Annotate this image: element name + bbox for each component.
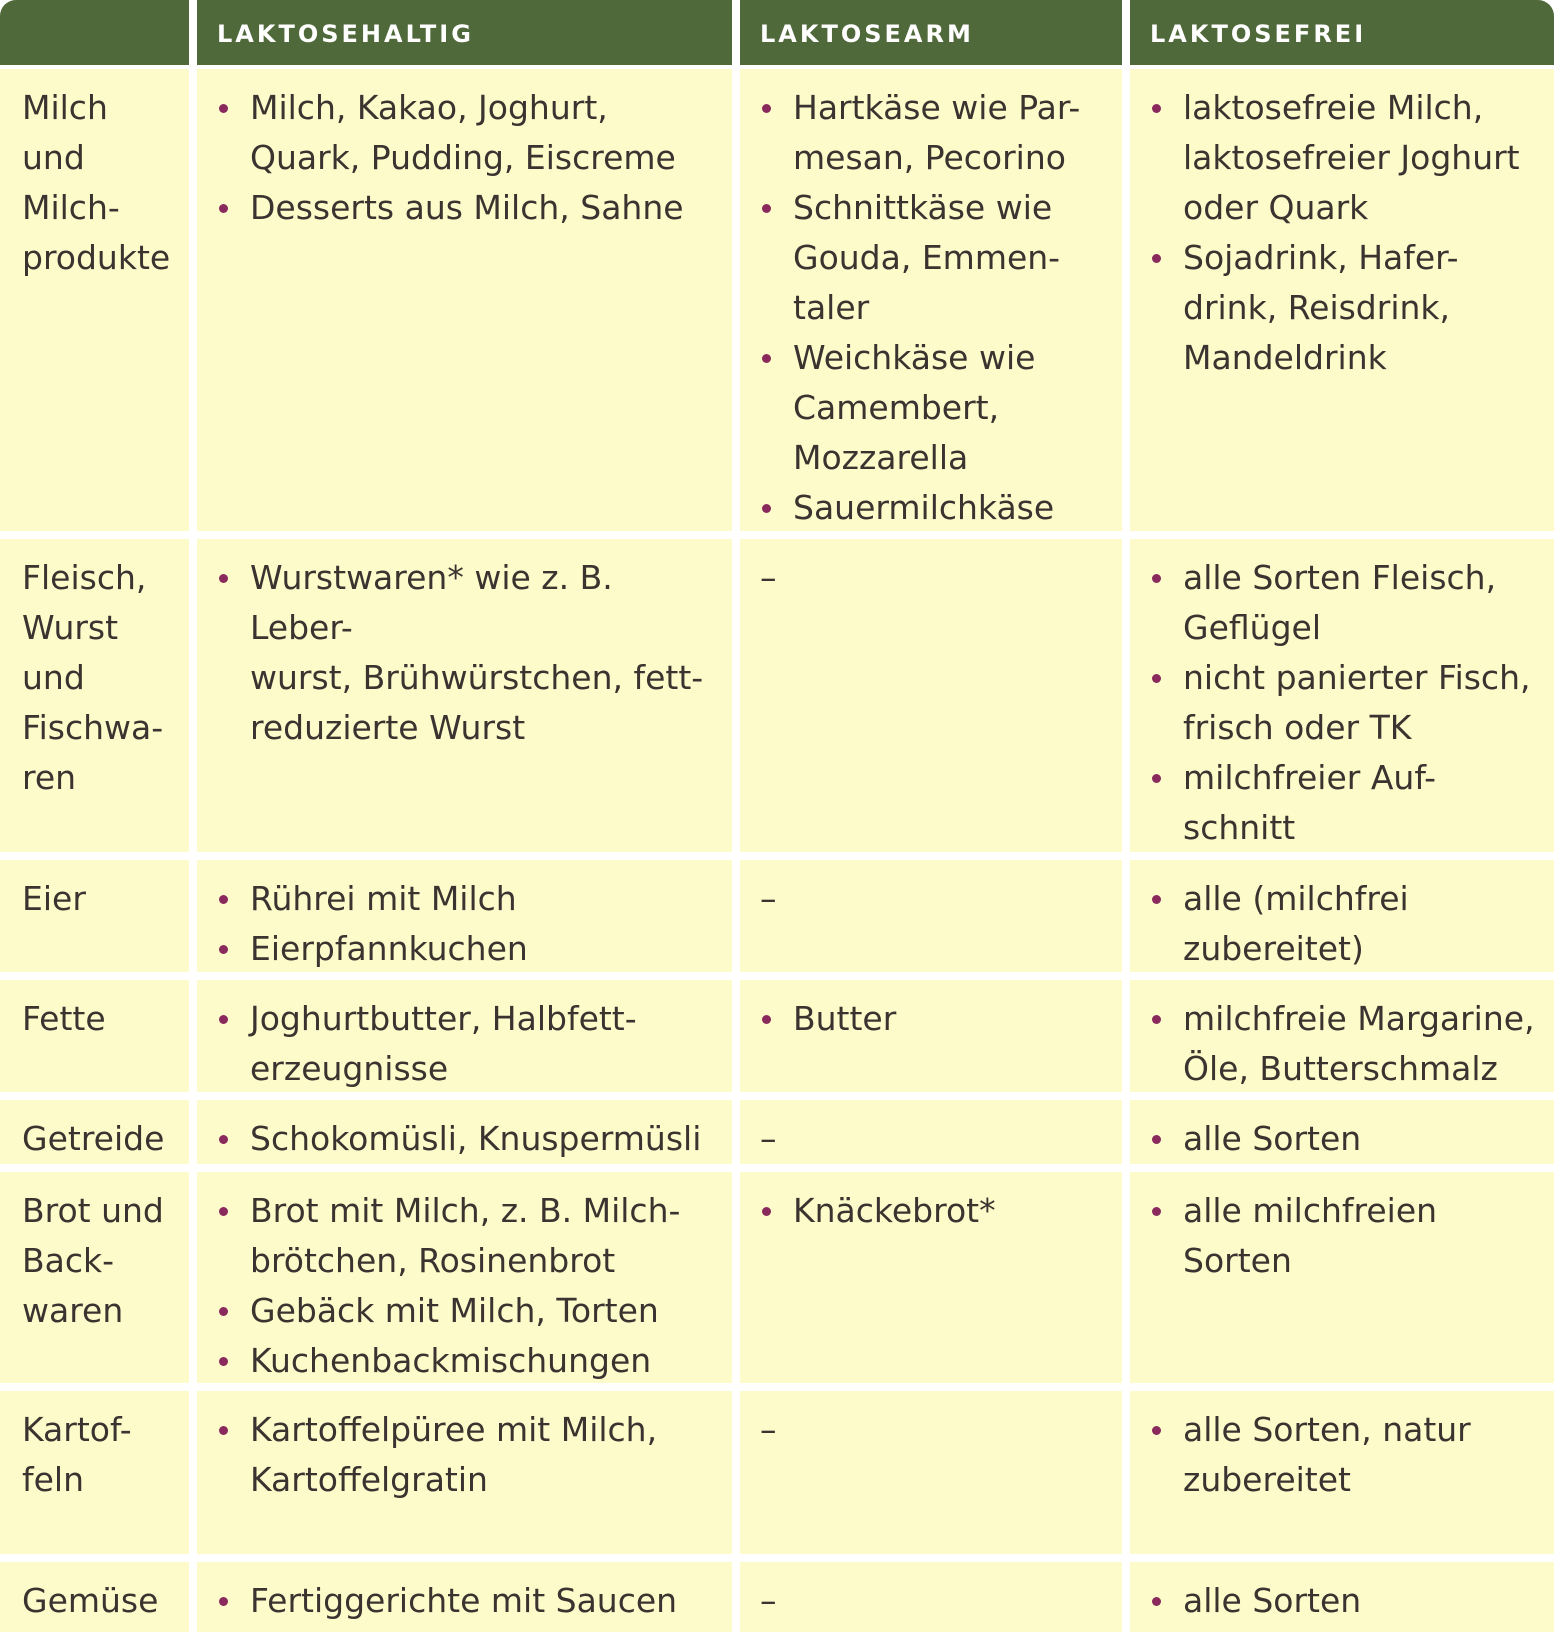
row-label: Eier <box>0 860 197 980</box>
cell-laktosehaltig <box>197 1562 740 1632</box>
item-list <box>1150 1576 1544 1626</box>
item-list <box>217 553 722 753</box>
row-label: Brot und Back- waren <box>0 1172 197 1391</box>
row-label: Kartof- feln <box>0 1391 197 1562</box>
item-list <box>1150 83 1544 383</box>
list-item: Desserts aus Milch, Sahne <box>217 183 722 233</box>
list-item: Knäckebrot* <box>760 1186 1112 1236</box>
item-list <box>217 1405 722 1505</box>
row-label: Getreide <box>0 1100 197 1172</box>
header-laktosearm: LAKTOSEARM <box>740 0 1130 69</box>
list-item: Kartoffelpüree mit Milch, Kartoffelgratin <box>217 1405 722 1505</box>
list-item: alle (milchfrei zubereitet) <box>1150 874 1544 974</box>
list-item: Weichkäse wie Camembert, Mozzarella <box>760 333 1112 483</box>
list-item: Hartkäse wie Par- mesan, Pecorino <box>760 83 1112 183</box>
item-list <box>217 874 722 974</box>
empty-dash: – <box>760 879 777 918</box>
cell-laktosehaltig <box>197 1172 740 1391</box>
row-label: Milch und Milch- produkte <box>0 69 197 539</box>
item-list <box>217 1114 722 1164</box>
item-list <box>760 83 1112 533</box>
item-list <box>760 1186 1112 1236</box>
cell-laktosehaltig <box>197 1100 740 1172</box>
header-laktosefrei: LAKTOSEFREI <box>1130 0 1554 69</box>
list-item: laktosefreie Milch, laktosefreier Joghurt oder Quark <box>1150 83 1544 233</box>
cell-laktosefrei <box>1130 1100 1554 1172</box>
list-item: Sojadrink, Hafer- drink, Reisdrink, Mandeldrink <box>1150 233 1544 383</box>
list-item: alle Sorten <box>1150 1114 1544 1164</box>
empty-dash: – <box>760 1581 777 1620</box>
cell-laktosehaltig <box>197 980 740 1100</box>
empty-dash: – <box>760 1410 777 1449</box>
cell-laktosearm <box>740 1391 1130 1562</box>
cell-laktosearm <box>740 1172 1130 1391</box>
cell-laktosefrei <box>1130 69 1554 539</box>
item-list <box>1150 994 1544 1094</box>
item-list <box>217 1576 722 1626</box>
cell-laktosearm <box>740 1100 1130 1172</box>
cell-laktosearm <box>740 980 1130 1100</box>
cell-laktosehaltig <box>197 860 740 980</box>
list-item: Milch, Kakao, Joghurt, Quark, Pudding, Eiscreme <box>217 83 722 183</box>
item-list <box>1150 553 1544 853</box>
list-item: Sauermilchkäse <box>760 483 1112 533</box>
list-item: Joghurtbutter, Halbfett- erzeugnisse <box>217 994 722 1094</box>
list-item: alle Sorten Fleisch, Geflügel <box>1150 553 1544 653</box>
list-item: milchfreie Margarine, Öle, Butterschmalz <box>1150 994 1544 1094</box>
list-item: Fertiggerichte mit Saucen <box>217 1576 722 1626</box>
cell-laktosefrei <box>1130 860 1554 980</box>
list-item: Schnittkäse wie Gouda, Emmen- taler <box>760 183 1112 333</box>
item-list <box>1150 1114 1544 1164</box>
list-item: alle Sorten <box>1150 1576 1544 1626</box>
cell-laktosehaltig <box>197 1391 740 1562</box>
item-list <box>760 994 1112 1044</box>
row-label: Fleisch, Wurst und Fischwa- ren <box>0 539 197 860</box>
row-label: Gemüse <box>0 1562 197 1632</box>
empty-dash: – <box>760 558 777 597</box>
list-item: Eierpfannkuchen <box>217 924 722 974</box>
list-item: Kuchenbackmischungen <box>217 1336 722 1386</box>
item-list <box>1150 1405 1544 1505</box>
list-item: Butter <box>760 994 1112 1044</box>
cell-laktosehaltig <box>197 539 740 860</box>
cell-laktosefrei <box>1130 1562 1554 1632</box>
list-item: Brot mit Milch, z. B. Milch- brötchen, Rosinenbrot <box>217 1186 722 1286</box>
list-item: Schokomüsli, Knuspermüsli <box>217 1114 722 1164</box>
list-item: Wurstwaren* wie z. B. Leber- wurst, Brühwürstchen, fett- reduzierte Wurst <box>217 553 722 753</box>
item-list <box>217 994 722 1094</box>
list-item: alle milchfreien Sorten <box>1150 1186 1544 1286</box>
row-label: Fette <box>0 980 197 1100</box>
cell-laktosefrei <box>1130 980 1554 1100</box>
item-list <box>1150 1186 1544 1286</box>
cell-laktosefrei <box>1130 539 1554 860</box>
empty-dash: – <box>760 1119 777 1158</box>
cell-laktosearm <box>740 860 1130 980</box>
list-item: alle Sorten, natur zubereitet <box>1150 1405 1544 1505</box>
item-list <box>217 83 722 233</box>
list-item: Gebäck mit Milch, Torten <box>217 1286 722 1336</box>
item-list <box>217 1186 722 1386</box>
cell-laktosehaltig <box>197 69 740 539</box>
cell-laktosefrei <box>1130 1391 1554 1562</box>
list-item: milchfreier Auf- schnitt <box>1150 753 1544 853</box>
header-laktosehaltig: LAKTOSEHALTIG <box>197 0 740 69</box>
cell-laktosearm <box>740 69 1130 539</box>
list-item: Rührei mit Milch <box>217 874 722 924</box>
cell-laktosearm <box>740 1562 1130 1632</box>
cell-laktosefrei <box>1130 1172 1554 1391</box>
list-item: nicht panierter Fisch, frisch oder TK <box>1150 653 1544 753</box>
item-list <box>1150 874 1544 974</box>
header-empty <box>0 0 197 69</box>
cell-laktosearm <box>740 539 1130 860</box>
